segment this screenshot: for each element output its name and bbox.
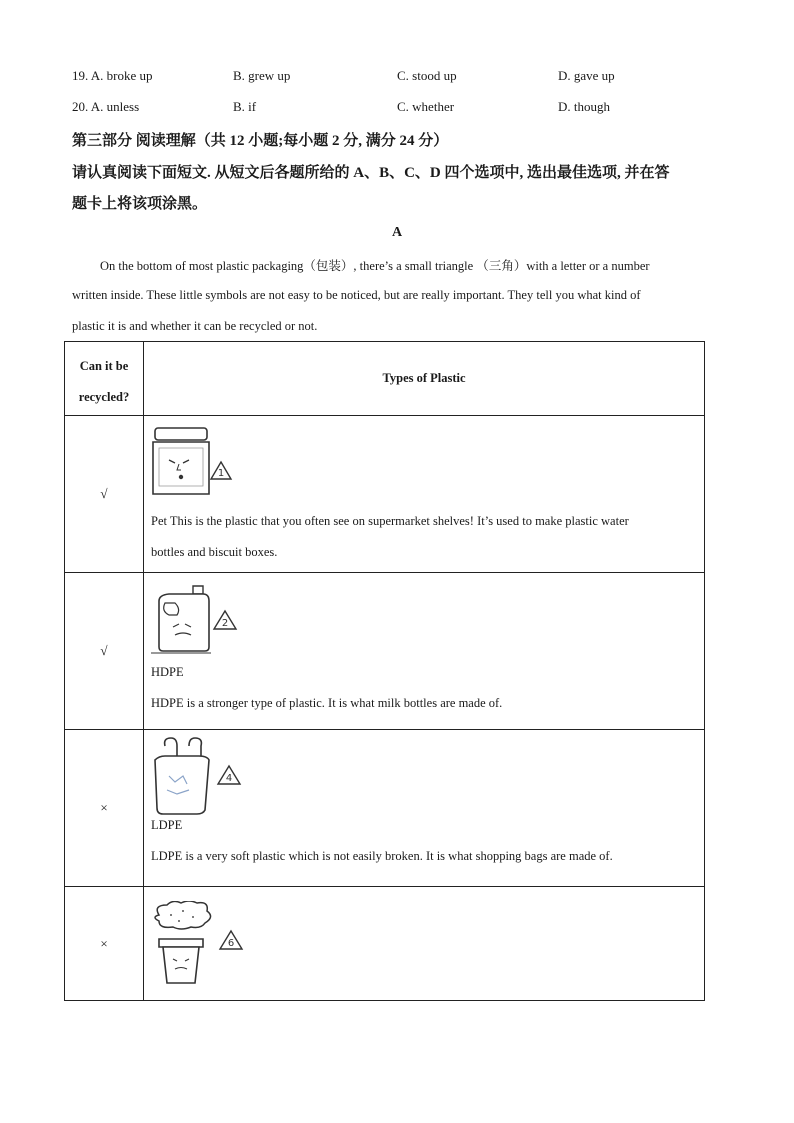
milk-jug-illustration (151, 583, 246, 655)
svg-text:6: 6 (227, 938, 235, 949)
passage-title: A (391, 225, 403, 240)
plastic-description-line1: Pet This is the plastic that you often see on supermarket shelves! It’s used to make plastic water (151, 514, 629, 528)
header-recyclable-line1: Can it be (79, 358, 129, 373)
recycle-code-triangle (218, 766, 240, 784)
option-b: B. grew up (233, 68, 291, 83)
instruction-line-2: 题卡上将该项涂黑。 (72, 196, 208, 212)
plastic-name: HDPE (151, 665, 184, 679)
table-row (65, 573, 705, 730)
paragraph-line-3: plastic it is and whether it can be recycled or not. (72, 319, 318, 333)
plastic-name: LDPE (151, 818, 183, 832)
recycle-code-triangle (214, 611, 236, 629)
option-a: 20. A. unless (72, 99, 140, 114)
plastic-description-line1: HDPE is a stronger type of plastic. It is what milk bottles are made of. (151, 696, 503, 710)
plastic-description-line1: LDPE is a very soft plastic which is not easily broken. It is what shopping bags are made of. (151, 849, 613, 863)
option-c: C. stood up (397, 68, 457, 83)
table-row (65, 887, 705, 1001)
svg-text:2: 2 (221, 618, 229, 629)
recyclable-mark: × (65, 730, 144, 887)
option-d: D. though (558, 99, 610, 114)
svg-text:4: 4 (225, 773, 233, 784)
recyclable-mark: √ (65, 573, 144, 730)
paragraph-line-1: On the bottom of most plastic packaging（包装）, there’s a small triangle （三角）with a letter or a number (100, 259, 650, 273)
jar-illustration (151, 426, 241, 498)
table-row (65, 730, 705, 887)
section-heading: 第三部分 阅读理解（共 12 小题;每小题 2 分, 满分 24 分） (72, 133, 449, 149)
header-recyclable (65, 342, 144, 416)
table-header-row (65, 342, 705, 416)
instruction-line-1: 请认真阅读下面短文. 从短文后各题所给的 A、B、C、D 四个选项中, 选出最佳选项, 并在答 (72, 165, 670, 181)
recycle-code-triangle (211, 462, 231, 479)
foam-cup-illustration (151, 901, 251, 991)
svg-text:1: 1 (217, 468, 225, 479)
paragraph-line-2: written inside. These little symbols are not easy to be noticed, but are really important. They tell you what kind of (72, 288, 641, 302)
plastic-description-line2: bottles and biscuit boxes. (151, 545, 278, 559)
recycle-code-triangle (220, 931, 242, 949)
recyclable-mark: × (65, 887, 144, 1001)
shopping-bag-illustration (151, 736, 246, 816)
option-b: B. if (233, 99, 257, 114)
table-row (65, 416, 705, 573)
option-d: D. gave up (558, 68, 615, 83)
header-recyclable-line2: recycled? (78, 389, 130, 404)
recyclable-mark: √ (65, 416, 144, 573)
option-a: 19. A. broke up (72, 68, 153, 83)
option-c: C. whether (397, 99, 455, 114)
plastics-table (64, 341, 705, 1001)
header-types: Types of Plastic (144, 342, 705, 416)
